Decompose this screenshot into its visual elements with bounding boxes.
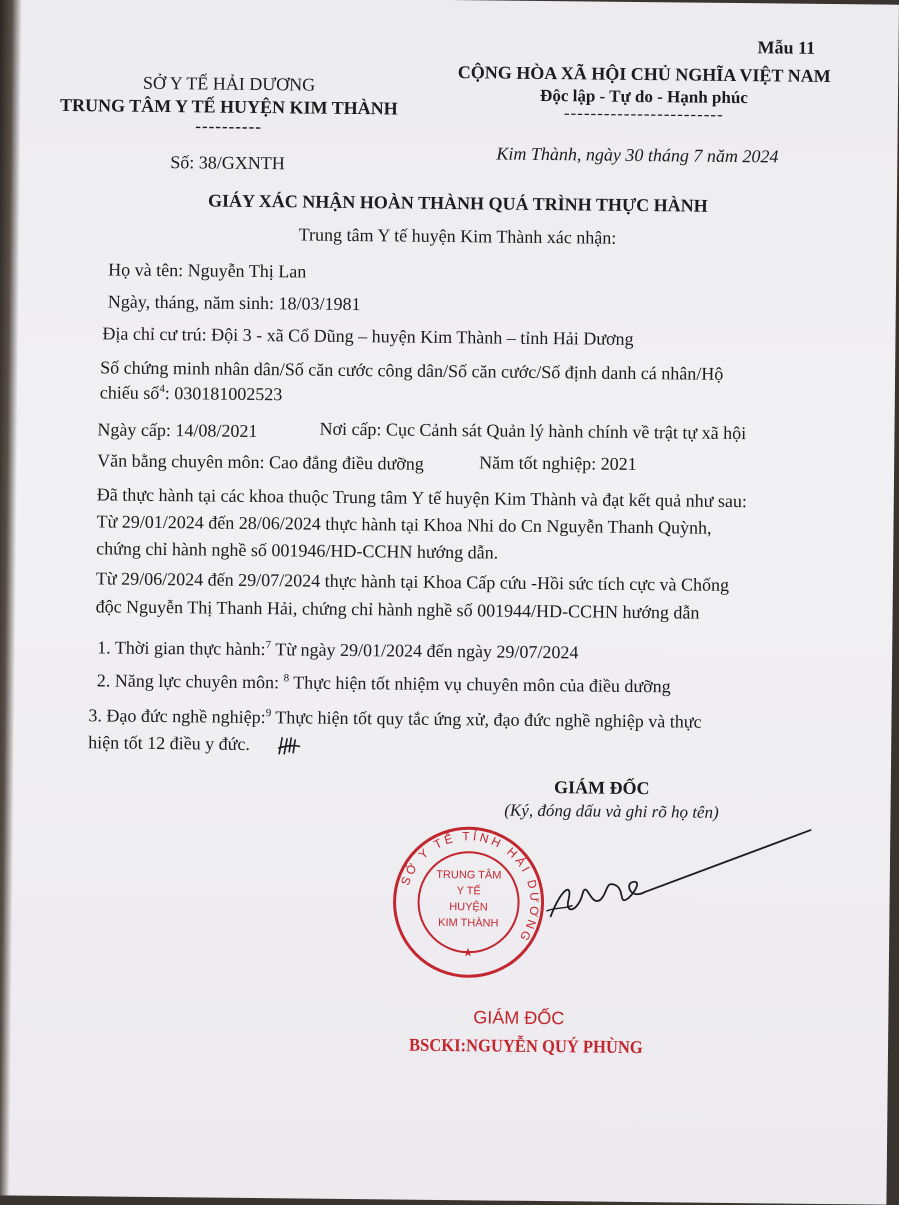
signature-role: GIÁM ĐỐC bbox=[553, 777, 650, 799]
left-header bbox=[39, 72, 420, 136]
item2-label: 2. Năng lực chuyên môn: bbox=[96, 670, 284, 693]
initials-mark bbox=[276, 734, 304, 756]
stamp-line-3: HUYỆN bbox=[449, 901, 488, 914]
footnote-8: 8 bbox=[283, 672, 290, 685]
item3-label: 3. Đạo đức nghề nghiệp: bbox=[88, 705, 266, 728]
page-edge-shadow bbox=[0, 0, 22, 1195]
field-date-of-birth: Ngày, tháng, năm sinh: 18/03/1981 bbox=[107, 291, 361, 315]
document-number: Số: 38/GXNTH bbox=[170, 152, 285, 174]
stamp-line-2: Y TẾ bbox=[456, 885, 481, 898]
item2-text: Thực hiện tốt nhiệm vụ chuyên môn của điều dưỡng bbox=[288, 672, 671, 697]
stamp-line-1: TRUNG TÂM bbox=[436, 868, 502, 882]
field-issue-date: Ngày cấp: 14/08/2021 bbox=[97, 419, 258, 442]
item-practice-time bbox=[97, 637, 579, 663]
item-competence bbox=[97, 670, 671, 697]
body-period2-line2: độc Nguyễn Thị Thanh Hải, chứng chỉ hành nghề số 001944/HD-CCHN hướng dẫn bbox=[95, 596, 700, 623]
form-code: Mẫu 11 bbox=[757, 37, 816, 58]
stamp-ring-text: SỞ Y TẾ TỈNH HẢI DƯƠNG bbox=[398, 829, 542, 946]
signature-note: (Ký, đóng dấu và ghi rõ họ tên) bbox=[504, 800, 719, 822]
director-name: BSCKI:NGUYỄN QUÝ PHÙNG bbox=[408, 1034, 643, 1058]
item-ethics bbox=[88, 705, 701, 732]
center-name: TRUNG TÂM Y TẾ HUYỆN KIM THÀNH bbox=[59, 94, 398, 119]
footnote-9: 9 bbox=[265, 707, 272, 720]
document-subtitle: Trung tâm Y tế huyện Kim Thành xác nhận: bbox=[298, 224, 617, 248]
stamp-role: GIÁM ĐỐC bbox=[473, 1007, 565, 1029]
field-issue-place: Nơi cấp: Cục Cảnh sát Quản lý hành chính về trật tự xã hội bbox=[319, 418, 747, 444]
footnote-7: 7 bbox=[265, 639, 272, 652]
body-intro: Đã thực hành tại các khoa thuộc Trung tâm Y tế huyện Kim Thành và đạt kết quả như sau: bbox=[96, 484, 748, 512]
nation-motto: Độc lập - Tự do - Hạnh phúc bbox=[539, 85, 748, 108]
item1-label: 1. Thời gian thực hành: bbox=[97, 637, 266, 660]
department-name: SỞ Y TẾ HẢI DƯƠNG bbox=[142, 72, 316, 95]
field-address: Địa chỉ cư trú: Đội 3 - xã Cổ Dũng – huyện Kim Thành – tỉnh Hải Dương bbox=[102, 323, 634, 349]
item3-text: Thực hiện tốt quy tắc ứng xử, đạo đức nghề nghiệp và thực bbox=[271, 707, 702, 732]
issue-location-date: Kim Thành, ngày 30 tháng 7 năm 2024 bbox=[496, 143, 779, 167]
field-id-number bbox=[100, 382, 283, 405]
item1-text: Từ ngày 29/01/2024 đến ngày 29/07/2024 bbox=[271, 639, 579, 663]
right-header bbox=[429, 62, 860, 123]
field-full-name: Họ và tên: Nguyễn Thị Lan bbox=[108, 259, 307, 282]
stamp-star-icon: ★ bbox=[462, 945, 474, 960]
field-degree: Văn bằng chuyên môn: Cao đẳng điều dưỡng bbox=[97, 450, 424, 474]
nation-title: CỘNG HÒA XÃ HỘI CHỦ NGHĨA VIỆT NAM bbox=[457, 62, 831, 86]
stamp-line-4: KIM THÀNH bbox=[438, 916, 499, 930]
document-title: GIÁY XÁC NHẬN HOÀN THÀNH QUÁ TRÌNH THỰC HÀNH bbox=[207, 190, 708, 216]
left-header-divider: ---------- bbox=[195, 116, 263, 137]
id-number-value: : 030181002523 bbox=[164, 383, 283, 405]
field-graduation-year: Năm tốt nghiệp: 2021 bbox=[479, 452, 637, 474]
right-header-divider: ------------------------ bbox=[563, 103, 724, 124]
body-period1-line2: chứng chỉ hành nghề số 001946/HD-CCHN hướng dẫn. bbox=[96, 538, 499, 563]
director-signature bbox=[520, 819, 821, 942]
id-label-prefix: chiếu số bbox=[99, 382, 160, 403]
field-id-label: Số chứng minh nhân dân/Số căn cước công dân/Số căn cước/Số định danh cá nhân/Hộ bbox=[100, 357, 724, 384]
body-period1-line1: Từ 29/01/2024 đến 28/06/2024 thực hành tại Khoa Nhi do Cn Nguyễn Thanh Quỳnh, bbox=[96, 511, 712, 538]
item-ethics-line2: hiện tốt 12 điều y đức. bbox=[88, 732, 251, 754]
footnote-4: 4 bbox=[159, 382, 165, 396]
body-period2-line1: Từ 29/06/2024 đến 29/07/2024 thực hành tại Khoa Cấp cứu -Hồi sức tích cực và Chống bbox=[95, 568, 730, 595]
